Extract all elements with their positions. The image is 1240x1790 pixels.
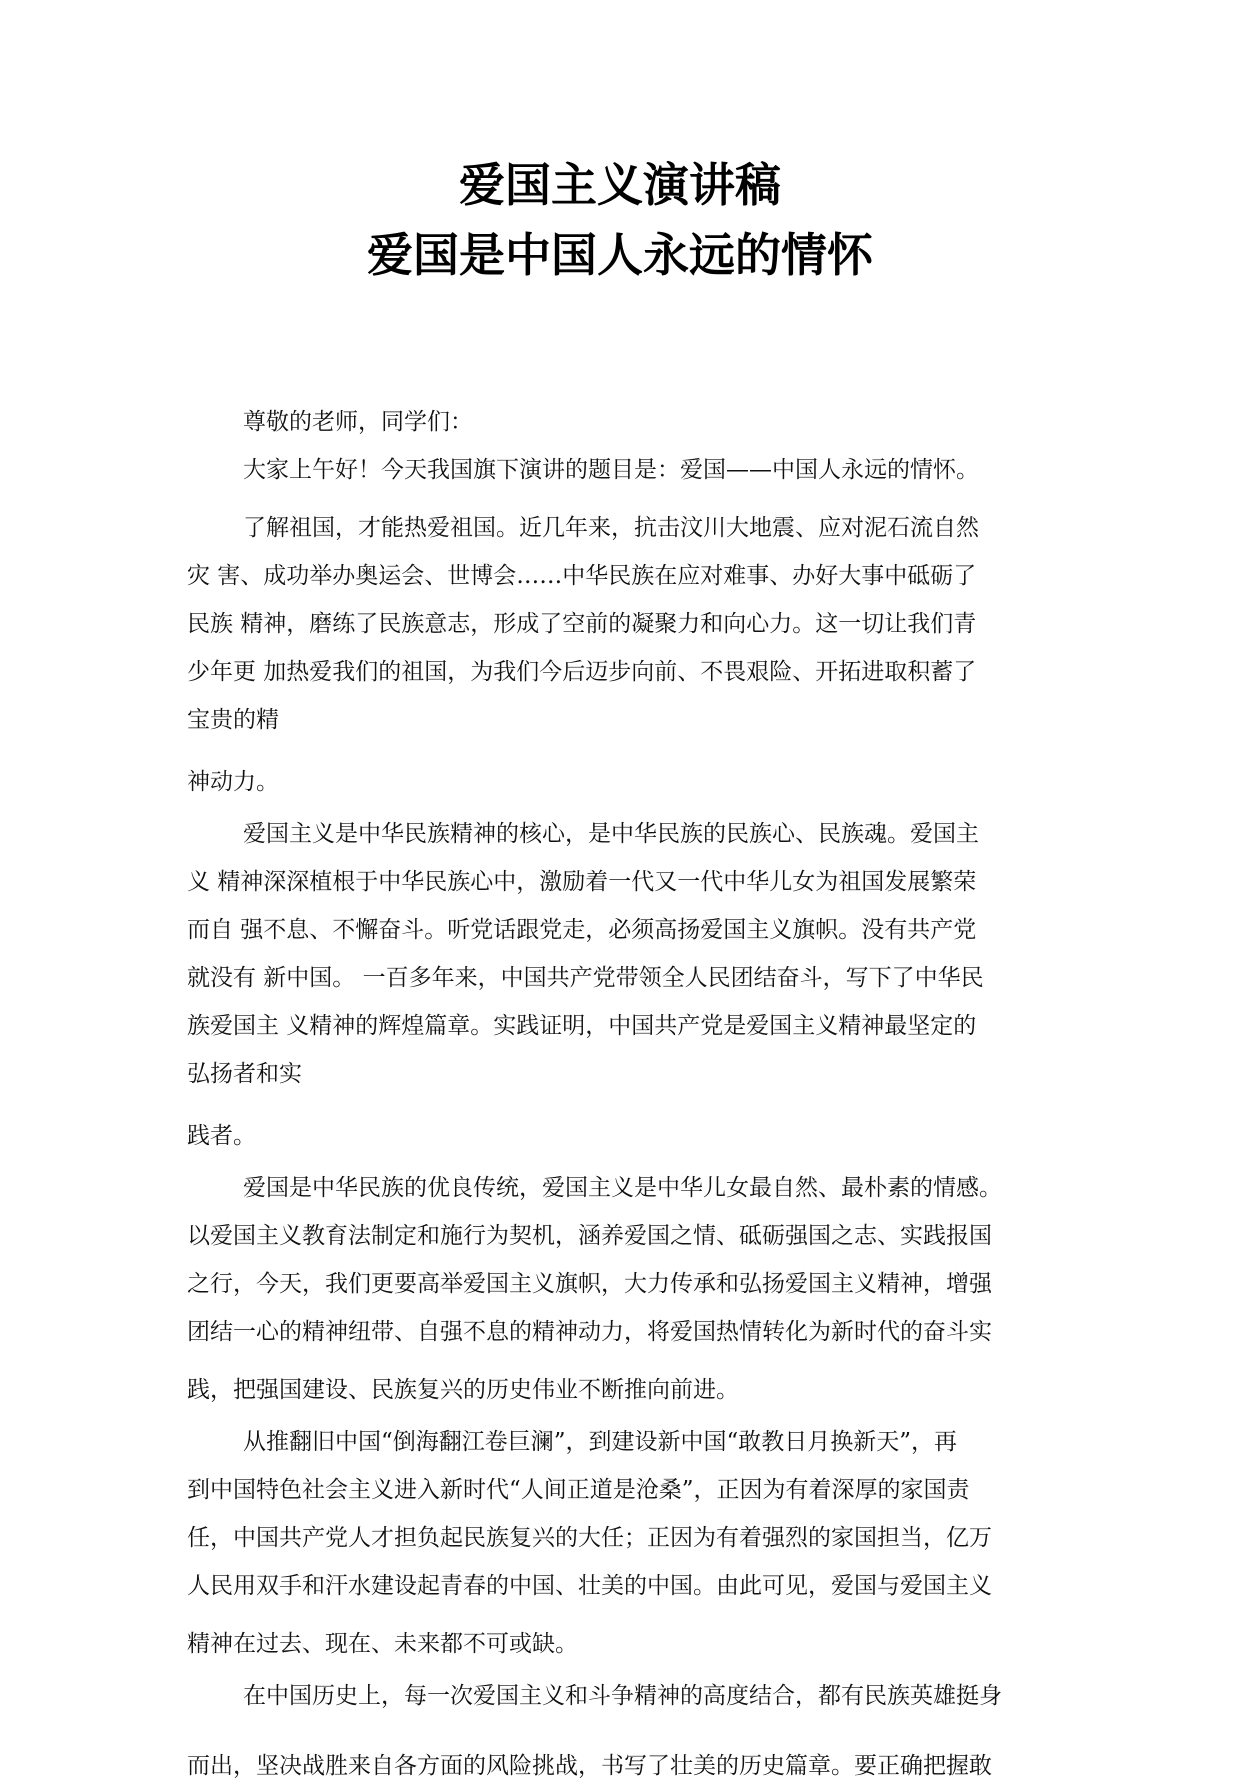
title-line-1: 爱国主义演讲稿 [459, 158, 781, 212]
text-line: 人民用双手和汗水建设起青春的中国、壮美的中国。由此可见，爱国与爱国主义 [187, 1573, 992, 1599]
greeting-line: 尊敬的老师，同学们： [243, 409, 473, 435]
text-line: 弘扬者和实 [187, 1061, 302, 1087]
greeting-paragraph [187, 398, 1067, 446]
text-line: 到中国特色社会主义进入新时代“人间正道是沧桑”，正因为有着深厚的家国责 [187, 1477, 970, 1503]
text-line: 精神在过去、现在、未来都不可或缺。 [187, 1631, 578, 1657]
text-line: 践者。 [187, 1123, 256, 1149]
text-line: 从推翻旧中国“倒海翻江卷巨澜”，到建设新中国“敢教日月换新天”，再 [243, 1429, 958, 1455]
opening-paragraph [187, 446, 1067, 494]
text-line: 就没有 新中国。 一百多年来，中国共产党带领全人民团结奋斗，写下了中华民 [187, 965, 984, 991]
text-line: 神动力。 [187, 769, 279, 795]
text-line: 之行，今天，我们更要高举爱国主义旗帜，大力传承和弘扬爱国主义精神，增强 [187, 1271, 992, 1297]
text-line: 族爱国主 义精神的辉煌篇章。实践证明，中国共产党是爱国主义精神最坚定的 [187, 1013, 977, 1039]
text-line: 而自 强不息、不懈奋斗。听党话跟党走，必须高扬爱国主义旗帜。没有共产党 [187, 917, 977, 943]
text-line: 灾 害、成功举办奥运会、世博会……中华民族在应对难事、办好大事中砥砺了 [187, 563, 977, 589]
paragraph-understand-motherland [187, 504, 1067, 806]
speech-body [187, 398, 1067, 1790]
text-line: 在中国历史上，每一次爱国主义和斗争精神的高度结合，都有民族英雄挺身 [243, 1683, 1002, 1709]
paragraph-patriotism-core [187, 810, 1067, 1160]
text-line: 而出，坚决战胜来自各方面的风险挑战，书写了壮美的历史篇章。要正确把握敢 [187, 1753, 992, 1779]
text-line: 任，中国共产党人才担负起民族复兴的大任；正因为有着强烈的家国担当，亿万 [187, 1525, 992, 1551]
title-block [0, 150, 1240, 290]
title-line-2: 爱国是中国人永远的情怀 [367, 228, 873, 282]
text-line: 以爱国主义教育法制定和施行为契机，涵养爱国之情、砥砺强国之志、实践报国 [187, 1223, 992, 1249]
text-line: 宝贵的精 [187, 707, 279, 733]
text-line: 爱国主义是中华民族精神的核心，是中华民族的民族心、民族魂。爱国主 [243, 821, 979, 847]
opening-line: 大家上午好！今天我国旗下演讲的题目是：爱国——中国人永远的情怀。 [243, 457, 979, 483]
text-line: 践，把强国建设、民族复兴的历史伟业不断推向前进。 [187, 1377, 739, 1403]
paragraph-fine-tradition [187, 1164, 1067, 1414]
paragraph-national-heroes [187, 1672, 1067, 1790]
text-line: 民族 精神，磨练了民族意志，形成了空前的凝聚力和向心力。这一切让我们青 [187, 611, 977, 637]
text-line: 团结一心的精神纽带、自强不息的精神动力，将爱国热情转化为新时代的奋斗实 [187, 1319, 992, 1345]
paragraph-history-journey [187, 1418, 1067, 1668]
text-line: 了解祖国，才能热爱祖国。近几年来，抗击汶川大地震、应对泥石流自然 [243, 515, 979, 541]
text-line: 义 精神深深植根于中华民族心中，激励着一代又一代中华儿女为祖国发展繁荣 [187, 869, 977, 895]
text-line: 少年更 加热爱我们的祖国，为我们今后迈步向前、不畏艰险、开拓进取积蓄了 [187, 659, 977, 685]
text-line: 爱国是中华民族的优良传统，爱国主义是中华儿女最自然、最朴素的情感。 [243, 1175, 1002, 1201]
